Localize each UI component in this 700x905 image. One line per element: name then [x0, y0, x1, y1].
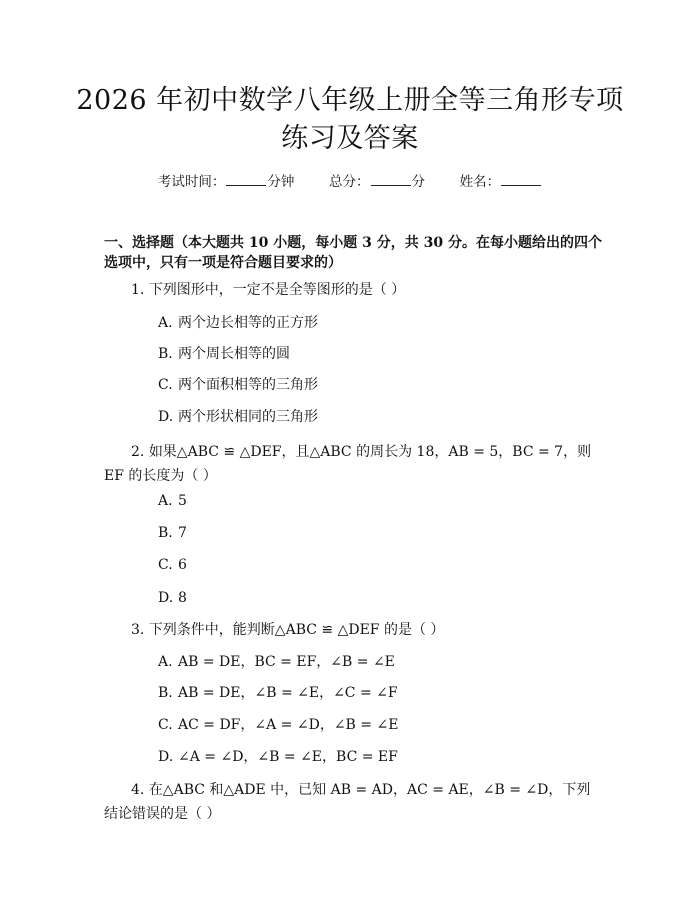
title-line-1: 2026 年初中数学八年级上册全等三角形专项 — [76, 85, 624, 116]
question-text: 如果△ABC ≌ △DEF，且△ABC 的周长为 18，AB = 5，BC = 7，则 EF 的长度为（ ） — [104, 444, 592, 484]
question-number: 4. — [131, 782, 145, 798]
option-letter: A. — [158, 315, 173, 331]
option-3b — [158, 683, 398, 703]
option-text: 两个边长相等的正方形 — [178, 315, 318, 331]
option-3a — [158, 652, 395, 672]
option-letter: D. — [158, 749, 174, 765]
exam-meta — [0, 170, 700, 190]
option-2c — [158, 555, 187, 575]
option-letter: B. — [158, 525, 173, 541]
option-2d — [158, 588, 187, 608]
score-blank — [371, 173, 411, 186]
question-text: 下列图形中，一定不是全等图形的是（ ） — [148, 282, 406, 298]
page-title — [40, 82, 660, 158]
option-text: 5 — [178, 493, 187, 509]
option-letter: C. — [158, 717, 173, 733]
option-text: 两个周长相等的圆 — [178, 346, 290, 362]
option-letter: A. — [158, 493, 173, 509]
option-text: 6 — [178, 557, 187, 573]
option-letter: D. — [158, 590, 174, 606]
option-2a — [158, 491, 187, 511]
name-label: 姓名： — [459, 174, 501, 190]
option-text: AB = DE，BC = EF，∠B = ∠E — [178, 654, 395, 670]
option-text: 7 — [178, 525, 187, 541]
option-letter: A. — [158, 654, 173, 670]
option-3d — [158, 747, 398, 767]
option-3c — [158, 715, 398, 735]
time-label: 考试时间： — [157, 174, 226, 190]
option-text: 两个形状相同的三角形 — [178, 409, 318, 425]
time-unit: 分钟 — [267, 174, 295, 190]
option-1b — [158, 344, 290, 364]
option-letter: C. — [158, 377, 173, 393]
question-number: 2. — [131, 444, 145, 460]
score-unit: 分 — [411, 174, 425, 190]
section-heading: 一、选择题（本大题共 10 小题，每小题 3 分，共 30 分。在每小题给出的四个选项中，只有一项是符合题目要求的） — [104, 235, 602, 271]
title-line-2: 练习及答案 — [281, 123, 419, 154]
option-letter: D. — [158, 409, 174, 425]
question-text: 在△ABC 和△ADE 中，已知 AB = AD，AC = AE，∠B = ∠D，下列结论错误的是（ ） — [104, 782, 591, 822]
question-number: 1. — [131, 282, 145, 298]
time-blank — [226, 173, 266, 186]
option-text: AB = DE，∠B = ∠E，∠C = ∠F — [178, 685, 398, 701]
option-text: AC = DF，∠A = ∠D，∠B = ∠E — [178, 717, 399, 733]
option-1d — [158, 407, 318, 427]
option-1a — [158, 313, 318, 333]
option-text: ∠A = ∠D，∠B = ∠E，BC = EF — [178, 749, 398, 765]
option-text: 8 — [178, 590, 187, 606]
option-letter: B. — [158, 346, 173, 362]
question-1 — [104, 280, 604, 300]
option-2b — [158, 523, 187, 543]
name-blank — [501, 173, 541, 186]
option-text: 两个面积相等的三角形 — [178, 377, 318, 393]
question-3 — [104, 620, 604, 640]
question-number: 3. — [131, 622, 145, 638]
option-1c — [158, 375, 318, 395]
question-4 — [104, 778, 604, 826]
score-label: 总分： — [329, 174, 370, 190]
question-text: 下列条件中，能判断△ABC ≌ △DEF 的是（ ） — [148, 622, 445, 638]
option-letter: B. — [158, 685, 173, 701]
option-letter: C. — [158, 557, 173, 573]
question-2 — [104, 440, 604, 488]
